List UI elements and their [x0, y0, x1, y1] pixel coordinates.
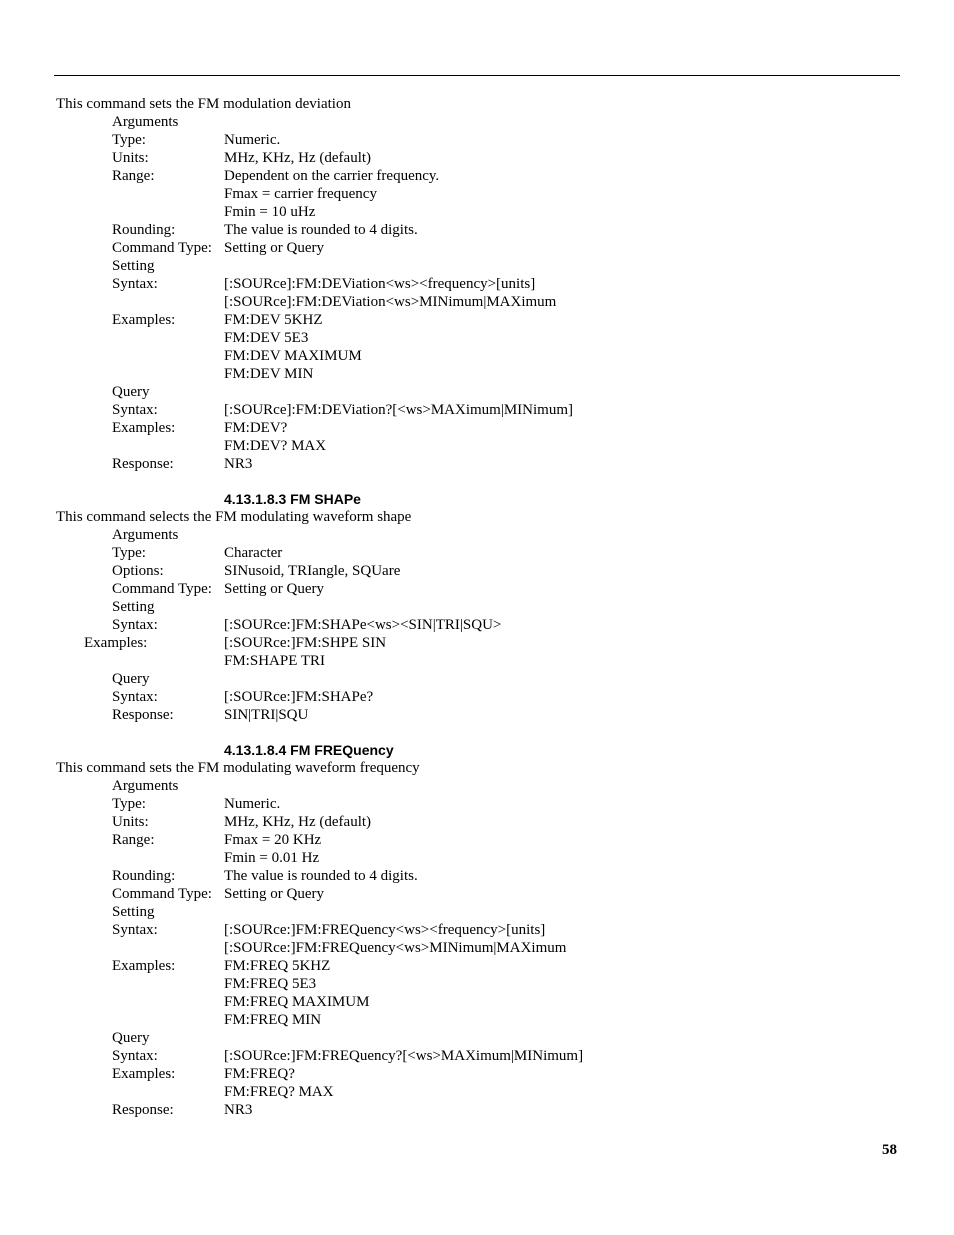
spec-label: Type: — [112, 545, 146, 561]
spec-label: Type: — [112, 132, 146, 148]
spec-row — [56, 329, 906, 347]
spec-value: FM:DEV MAXIMUM — [224, 348, 362, 364]
spec-label: Command Type: — [112, 240, 212, 256]
spec-row — [56, 670, 906, 688]
spec-value: Setting or Query — [224, 581, 324, 597]
spec-value: Fmin = 0.01 Hz — [224, 850, 320, 866]
spec-value: Setting or Query — [224, 240, 324, 256]
spec-label: Query — [112, 671, 150, 687]
spec-label: Arguments — [112, 527, 179, 543]
spec-label: Setting — [112, 904, 155, 920]
spec-row — [56, 365, 906, 383]
spec-value: FM:DEV MIN — [224, 366, 314, 382]
spec-value: [:SOURce:]FM:SHAPe? — [224, 689, 374, 705]
spec-label: Command Type: — [112, 581, 212, 597]
spec-value: FM:FREQ MAXIMUM — [224, 994, 370, 1010]
command-section — [56, 490, 906, 724]
spec-value: FM:FREQ MIN — [224, 1012, 322, 1028]
spec-value: SIN|TRI|SQU — [224, 707, 309, 723]
spec-row — [56, 1047, 906, 1065]
spec-row — [56, 1101, 906, 1119]
spec-row — [56, 149, 906, 167]
spec-label: Setting — [112, 599, 155, 615]
spec-value: The value is rounded to 4 digits. — [224, 222, 418, 238]
spec-value: Setting or Query — [224, 886, 324, 902]
spec-row — [56, 975, 906, 993]
spec-row — [56, 347, 906, 365]
page-number: 58 — [882, 1142, 897, 1158]
spec-label: Syntax: — [112, 689, 158, 705]
spec-label: Arguments — [112, 114, 179, 130]
spec-value: SINusoid, TRIangle, SQUare — [224, 563, 401, 579]
spec-label: Range: — [112, 168, 155, 184]
spec-row — [56, 598, 906, 616]
spec-row — [56, 634, 906, 652]
spec-label: Syntax: — [112, 276, 158, 292]
spec-value: FM:FREQ? — [224, 1066, 295, 1082]
spec-value: Dependent on the carrier frequency. — [224, 168, 440, 184]
spec-label: Query — [112, 384, 150, 400]
spec-value: [:SOURce:]FM:FREQuency?[<ws>MAXimum|MINimum] — [224, 1048, 584, 1064]
spec-label: Examples: — [112, 420, 176, 436]
spec-value: Character — [224, 545, 283, 561]
spec-row — [56, 401, 906, 419]
spec-label: Response: — [112, 1102, 174, 1118]
spec-label: Examples: — [112, 312, 176, 328]
section-intro: This command sets the FM modulation deviation — [56, 96, 351, 112]
spec-value: FM:DEV? — [224, 420, 288, 436]
spec-row — [56, 580, 906, 598]
spec-row — [56, 1065, 906, 1083]
spec-value: Fmax = carrier frequency — [224, 186, 377, 202]
spec-row — [56, 131, 906, 149]
spec-row — [56, 419, 906, 437]
spec-row — [56, 706, 906, 724]
spec-row — [56, 275, 906, 293]
spec-row — [56, 688, 906, 706]
spec-value: FM:SHAPE TRI — [224, 653, 326, 669]
spec-row — [56, 167, 906, 185]
document-page — [56, 95, 906, 1119]
spec-row — [56, 849, 906, 867]
spec-label: Syntax: — [112, 617, 158, 633]
spec-value: FM:DEV 5KHZ — [224, 312, 323, 328]
spec-value: [:SOURce:]FM:SHPE SIN — [224, 635, 387, 651]
spec-value: FM:DEV 5E3 — [224, 330, 309, 346]
spec-label: Range: — [112, 832, 155, 848]
spec-label: Examples: — [112, 958, 176, 974]
header-rule — [54, 75, 900, 76]
spec-value: Numeric. — [224, 132, 281, 148]
spec-value: NR3 — [224, 456, 253, 472]
spec-label: Arguments — [112, 778, 179, 794]
spec-value: [:SOURce:]FM:SHAPe<ws><SIN|TRI|SQU> — [224, 617, 502, 633]
spec-value: [:SOURce:]FM:FREQuency<ws>MINimum|MAXimum — [224, 940, 567, 956]
spec-label: Response: — [112, 456, 174, 472]
spec-row — [56, 867, 906, 885]
spec-value: [:SOURce]:FM:DEViation<ws><frequency>[units] — [224, 276, 536, 292]
spec-row — [56, 652, 906, 670]
spec-label: Setting — [112, 258, 155, 274]
spec-row — [56, 455, 906, 473]
spec-label: Syntax: — [112, 402, 158, 418]
spec-value: FM:DEV? MAX — [224, 438, 327, 454]
spec-value: [:SOURce:]FM:FREQuency<ws><frequency>[units] — [224, 922, 546, 938]
spec-row — [56, 795, 906, 813]
spec-value: FM:FREQ 5E3 — [224, 976, 317, 992]
spec-row — [56, 616, 906, 634]
spec-row — [56, 437, 906, 455]
spec-row — [56, 957, 906, 975]
spec-label: Examples: — [84, 635, 148, 651]
spec-row — [56, 813, 906, 831]
spec-label: Examples: — [112, 1066, 176, 1082]
spec-row — [56, 1029, 906, 1047]
spec-value: MHz, KHz, Hz (default) — [224, 814, 372, 830]
spec-value: MHz, KHz, Hz (default) — [224, 150, 372, 166]
spec-row — [56, 203, 906, 221]
spec-row — [56, 885, 906, 903]
spec-row — [56, 993, 906, 1011]
spec-value: FM:FREQ? MAX — [224, 1084, 334, 1100]
spec-row — [56, 939, 906, 957]
spec-value: NR3 — [224, 1102, 253, 1118]
command-section — [56, 741, 906, 1119]
spec-row — [56, 526, 906, 544]
spec-row — [56, 1011, 906, 1029]
spec-row — [56, 544, 906, 562]
spec-row — [56, 185, 906, 203]
section-intro: This command sets the FM modulating waveform frequency — [56, 760, 420, 776]
spec-row — [56, 257, 906, 275]
spec-row — [56, 311, 906, 329]
spec-row — [56, 831, 906, 849]
command-section — [56, 95, 906, 473]
spec-label: Response: — [112, 707, 174, 723]
spec-row — [56, 239, 906, 257]
spec-value: FM:FREQ 5KHZ — [224, 958, 331, 974]
section-intro: This command selects the FM modulating waveform shape — [56, 509, 412, 525]
spec-value: Fmax = 20 KHz — [224, 832, 322, 848]
spec-label: Command Type: — [112, 886, 212, 902]
spec-label: Units: — [112, 150, 149, 166]
spec-value: Fmin = 10 uHz — [224, 204, 316, 220]
section-heading: 4.13.1.8.4 FM FREQuency — [224, 742, 394, 758]
spec-row — [56, 921, 906, 939]
spec-row — [56, 113, 906, 131]
spec-value: Numeric. — [224, 796, 281, 812]
spec-label: Options: — [112, 563, 164, 579]
spec-value: [:SOURce]:FM:DEViation?[<ws>MAXimum|MINimum] — [224, 402, 573, 418]
spec-label: Syntax: — [112, 1048, 158, 1064]
spec-row — [56, 777, 906, 795]
spec-value: The value is rounded to 4 digits. — [224, 868, 418, 884]
spec-label: Type: — [112, 796, 146, 812]
spec-row — [56, 293, 906, 311]
spec-label: Query — [112, 1030, 150, 1046]
spec-label: Syntax: — [112, 922, 158, 938]
spec-row — [56, 903, 906, 921]
spec-label: Rounding: — [112, 868, 176, 884]
spec-row — [56, 221, 906, 239]
spec-row — [56, 562, 906, 580]
spec-value: [:SOURce]:FM:DEViation<ws>MINimum|MAXimum — [224, 294, 557, 310]
spec-row — [56, 383, 906, 401]
spec-row — [56, 1083, 906, 1101]
section-heading: 4.13.1.8.3 FM SHAPe — [224, 491, 361, 507]
spec-label: Rounding: — [112, 222, 176, 238]
spec-label: Units: — [112, 814, 149, 830]
